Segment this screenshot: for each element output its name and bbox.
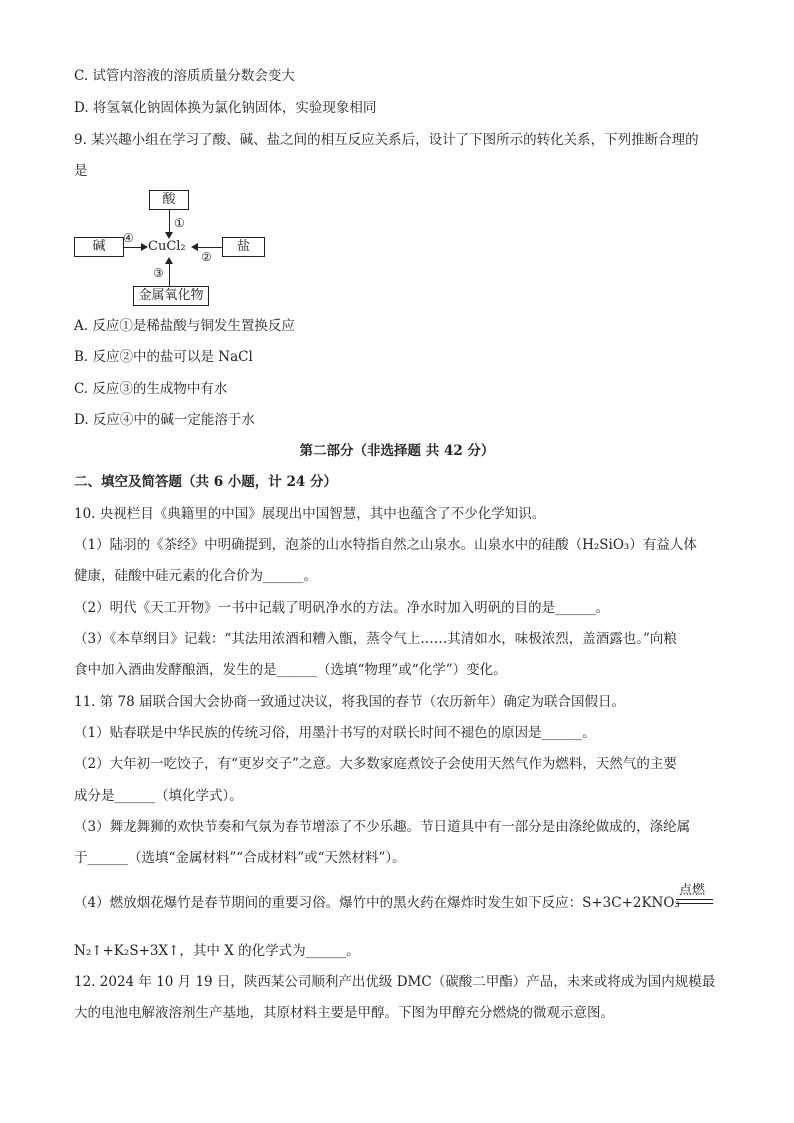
q11-part4-line1: （4）燃放烟花爆竹是春节期间的重要习俗。爆竹中的黑火药在爆炸时发生如下反应：S+3C+2KNO₃ [74,895,680,911]
reaction-equals-sign [676,899,713,904]
arrow-1-line [169,210,170,233]
q11-part1: （1）贴春联是中华民族的传统习俗，用墨汁书写的对联长时间不褪色的原因是______。 [74,725,596,741]
q10-part3-line2: 食中加入酒曲发酵酿酒，发生的是______（选填“物理”或“化学”）变化。 [74,662,507,678]
q9-option-d: D. 反应④中的碱一定能溶于水 [74,412,255,428]
q11-part3-line2: 于______（选填“金属材料”“合成材料”或“天然材料”）。 [74,850,406,866]
arrow-4-head [141,243,148,251]
acid-box: 酸 [149,190,189,210]
label-1: ① [174,216,185,230]
q12-stem-line1: 12. 2024 年 10 月 19 日，陕西某公司顺利产出优级 DMC（碳酸二甲酯）产品，未来或将成为国内规模最 [74,974,716,990]
label-3: ③ [153,266,164,280]
q10-part2: （2）明代《天工开物》一书中记载了明矾净水的方法。净水时加入明矾的目的是______。 [74,600,610,616]
q8-option-c: C. 试管内溶液的溶质质量分数会变大 [74,68,295,84]
section-two-title: 二、填空及简答题（共 6 小题，计 24 分） [74,474,337,490]
arrow-3-line [169,264,170,286]
q11-part2-line1: （2）大年初一吃饺子，有“更岁交子”之意。大多数家庭煮饺子会使用天然气作为燃料，天然气的主要 [74,756,677,772]
q10-part3-line1: （3）《本草纲目》记载：“其法用浓酒和糟入甑，蒸令气上……其清如水，味极浓烈，盖酒露也。”向粮 [74,631,677,647]
arrow-2-head [191,243,198,251]
arrow-4-line [124,247,141,248]
q11-part3-line1: （3）舞龙舞狮的欢快节奏和气氛为春节增添了不少乐趣。节日道具中有一部分是由涤纶做成的，涤纶属 [74,819,691,835]
q10-part1-line2: 健康，硅酸中硅元素的化合价为______。 [74,568,317,584]
q9-stem-line-2: 是 [74,163,88,179]
base-box: 碱 [74,237,124,257]
q10-stem: 10. 央视栏目《典籍里的中国》展现出中国智慧，其中也蕴含了不少化学知识。 [74,506,546,522]
arrow-2-line [198,247,222,248]
q9-option-a: A. 反应①是稀盐酸与铜发生置换反应 [74,318,295,334]
label-4: ④ [123,231,134,245]
arrow-3-head [165,257,173,264]
q9-option-c: C. 反应③的生成物中有水 [74,381,228,397]
q11-stem: 11. 第 78 届联合国大会协商一致通过决议，将我国的春节（农历新年）确定为联合国假日。 [74,694,626,710]
cucl2-label: CuCl₂ [148,239,186,254]
q11-part4-line2: N₂↑+K₂S+3X↑，其中 X 的化学式为______。 [74,943,360,959]
q12-stem-line2: 大的电池电解液溶剂生产基地，其原材料主要是甲醇。下图为甲醇充分燃烧的微观示意图。 [74,1005,614,1021]
salt-box: 盐 [222,237,265,257]
metal-oxide-box: 金属氧化物 [133,286,209,306]
ignition-condition: 点燃 [679,883,706,898]
q9-option-b: B. 反应②中的盐可以是 NaCl [74,349,253,365]
part-two-title: 第二部分（非选择题 共 42 分） [299,443,495,459]
transformation-diagram [70,186,270,308]
q10-part1-line1: （1）陆羽的《茶经》中明确提到，泡茶的山水特指自然之山泉水。山泉水中的硅酸（H₂SiO₃）有益人体 [74,537,697,553]
q8-option-d: D. 将氢氧化钠固体换为氯化钠固体，实验现象相同 [74,100,377,116]
q11-part2-line2: 成分是______（填化学式）。 [74,788,243,804]
label-2: ② [201,250,212,264]
q9-stem-line-1: 9. 某兴趣小组在学习了酸、碱、盐之间的相互反应关系后，设计了下图所示的转化关系，下列推断合理的 [74,132,699,148]
